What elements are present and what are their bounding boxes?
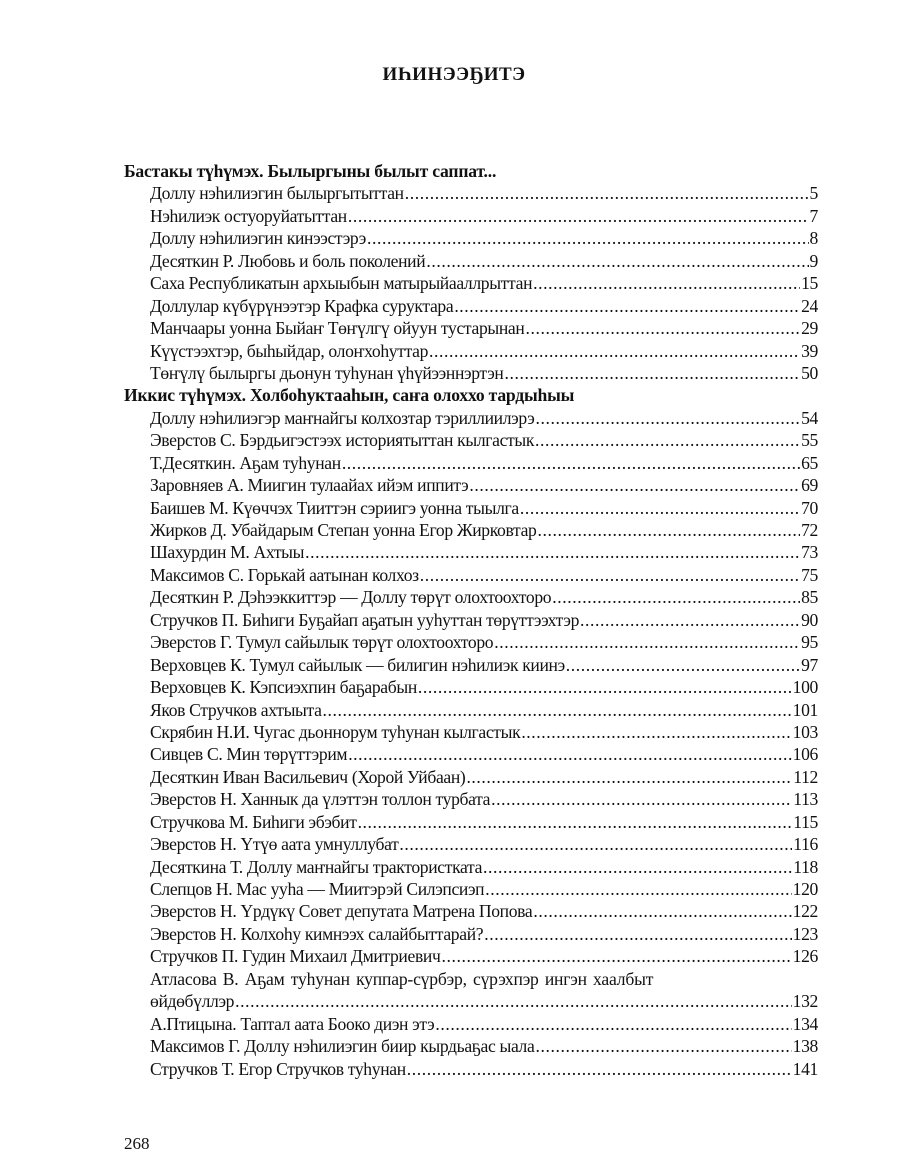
toc-entry-page: 24	[801, 295, 818, 316]
toc-entry	[124, 541, 818, 563]
dot-leader	[405, 182, 809, 204]
toc-entry-text: Верховцев К. Тумул сайылык — билигин нэһилиэк киинэ	[150, 654, 565, 675]
toc-entry	[124, 699, 818, 721]
toc-entry-page: 75	[801, 564, 818, 585]
dot-leader	[525, 317, 800, 339]
dot-leader	[533, 272, 800, 294]
toc-entry-page: 73	[801, 542, 818, 563]
page-title: ИҺИНЭЭҔИТЭ	[382, 64, 526, 85]
section-heading: Бастакы түһүмэх. Былыргыны былыт саппат...	[124, 161, 497, 181]
toc-entry-text: Максимов С. Горькай аатынан колхоз	[150, 564, 419, 585]
toc-entry-page: 123	[792, 923, 818, 944]
dot-leader	[441, 945, 791, 967]
toc-entry	[124, 519, 818, 541]
toc-entry	[124, 811, 818, 833]
toc-entry	[124, 1013, 818, 1035]
dot-leader	[323, 699, 792, 721]
dot-leader	[358, 811, 793, 833]
dot-leader	[466, 766, 792, 788]
dot-leader	[552, 586, 800, 608]
dot-leader	[521, 721, 791, 743]
toc-entry	[124, 452, 818, 474]
toc-entry-text: Верховцев К. Кэпсиэхпин баҕарабын	[150, 677, 417, 698]
toc-entry-text: Нэһилиэк остуоруйатыттан	[150, 205, 347, 226]
toc-entry-text: Слепцов Н. Мас ууһа — Миитэрэй Силэпсиэп	[150, 879, 485, 899]
toc-entry-page: 7	[809, 205, 818, 226]
toc-entry-page: 97	[801, 654, 818, 675]
toc-entry	[124, 182, 818, 204]
toc-entry-page: 134	[792, 1013, 818, 1034]
toc-entry	[124, 362, 818, 384]
dot-leader	[429, 340, 800, 362]
toc-entry-page: 39	[801, 340, 818, 361]
toc-entry-page: 5	[809, 183, 818, 204]
toc-entry-page: 126	[792, 946, 818, 967]
section-heading: Иккис түһүмэх. Холбоһуктааһын, саҥа олоххо тардыһыы	[124, 385, 575, 406]
toc-entry-text: Күүстээхтэр, быһыйдар, олоҥхоһуттар	[150, 340, 429, 361]
toc-entry	[124, 1035, 818, 1057]
toc-entry-page: 9	[809, 250, 818, 271]
toc-entry-text: Жирков Д. Убайдарым Степан уонна Егор Жирковтар	[150, 520, 537, 540]
toc-entry-page: 8	[809, 228, 818, 249]
dot-leader	[520, 497, 800, 519]
toc-entry-page: 15	[801, 273, 818, 294]
toc-entry-page: 115	[793, 811, 818, 832]
toc-entry	[124, 654, 818, 676]
toc-entry-page: 112	[793, 766, 818, 787]
toc-entry-text: Т.Десяткин. Аҕам туһунан	[150, 452, 341, 473]
dot-leader	[426, 250, 808, 272]
dot-leader	[342, 452, 800, 474]
toc-entry	[124, 205, 818, 227]
toc-entry-text: Төҥүлү былыргы дьонун туһунан үһүйээннэртэн	[150, 362, 504, 383]
toc-entry-page: 113	[793, 789, 818, 810]
dot-leader	[418, 676, 792, 698]
toc-entry-page: 122	[792, 901, 818, 922]
toc-entry	[124, 945, 818, 967]
dot-leader	[435, 1013, 791, 1035]
page-number: 268	[124, 1134, 150, 1153]
toc-entry	[124, 407, 818, 429]
dot-leader	[533, 900, 791, 922]
toc-entry-text: Саха Республикатын архыыбын матырыйааллрыттан	[150, 273, 533, 294]
toc-entry	[124, 923, 818, 945]
dot-leader	[537, 519, 800, 541]
toc-entry-text: Доллу нэһилиэгин былыргытыттан	[150, 183, 404, 204]
section-2-entries-continued	[124, 1013, 818, 1080]
dot-leader	[305, 541, 800, 563]
toc-entry-page: 103	[792, 721, 818, 742]
toc-entry-text: Эверстов Г. Тумул сайылык төрүт олохтоохторо	[150, 632, 494, 653]
toc-entry-page: 72	[801, 520, 818, 540]
toc-entry-page: 50	[801, 362, 818, 383]
toc-entry-page: 85	[801, 587, 818, 608]
toc-entry-page: 100	[792, 677, 818, 698]
toc-entry-wrapped-line1: Атласова В. Аҕам туһунан куппар-сүрбэр, сүрэхпэр ингэн хаалбыт	[150, 968, 654, 989]
dot-leader	[535, 1035, 791, 1057]
toc-entry-page: 70	[801, 497, 818, 518]
toc-entry-text: Сивцев С. Мин төрүттэрим	[150, 744, 348, 765]
toc-entry	[124, 609, 818, 631]
toc-entry-page: 120	[792, 879, 818, 899]
toc-entry	[124, 227, 818, 249]
dot-leader	[484, 923, 791, 945]
dot-leader	[469, 474, 800, 496]
dot-leader	[491, 788, 792, 810]
toc-entry-text: Десяткин Р. Дэһээккиттэр — Доллу төрүт олохтоохторо	[150, 587, 552, 608]
dot-leader	[454, 295, 800, 317]
dot-leader	[407, 1058, 792, 1080]
dot-leader	[580, 609, 800, 631]
toc-entry-text: Десяткин Иван Васильевич (Хорой Уйбаан)	[150, 766, 466, 787]
toc-entry-page: 141	[792, 1058, 818, 1079]
toc-entry-text: Эверстов С. Бэрдьигэстээх историятыттан кылгастык	[150, 430, 535, 451]
toc-entry	[124, 878, 818, 900]
toc-entry-page: 95	[801, 632, 818, 653]
toc-entry-text: Эверстов Н. Үтүө аата умнуллубат	[150, 834, 399, 855]
toc-entry-text: Максимов Г. Доллу нэһилиэгин биир кырдьаҕас ыала	[150, 1036, 535, 1057]
toc-entry-text: Доллулар күбүрүнээтэр Крафка суруктара	[150, 295, 454, 316]
dot-leader	[399, 833, 792, 855]
toc-entry	[124, 900, 818, 922]
toc-entry-text: өйдөбүллэр	[150, 991, 235, 1012]
toc-entry	[124, 340, 818, 362]
toc-entry	[124, 295, 818, 317]
dot-leader	[235, 990, 792, 1012]
dot-leader	[420, 564, 800, 586]
toc-entry	[124, 788, 818, 810]
toc-entry-page: 101	[792, 699, 818, 720]
toc-entry-text: Заровняев А. Миигин тулаайах ийэм иппитэ	[150, 475, 469, 496]
toc-entry	[124, 497, 818, 519]
dot-leader	[348, 743, 791, 765]
toc-entry-text: Десяткина Т. Доллу маҥнайгы трактористката	[150, 856, 483, 877]
toc-entry	[124, 721, 818, 743]
toc-entry-page: 69	[801, 475, 818, 496]
toc-entry-text: А.Птицына. Таптал аата Бооко диэн этэ	[150, 1013, 435, 1034]
toc-entry-text: Яков Стручков ахтыыта	[150, 699, 322, 720]
toc-entry-text: Эверстов Н. Ханнык да үлэттэн толлон турбата	[150, 789, 491, 810]
toc-entry	[124, 586, 818, 608]
toc-entry-text: Эверстов Н. Колхоһу кимнээх салайбыттарай?	[150, 923, 484, 944]
toc-entry	[124, 743, 818, 765]
toc-entry-text: Манчаары уонна Быйаҥ Төҥүлгү ойуун тустарынан	[150, 318, 525, 339]
section-1-entries	[124, 182, 818, 384]
toc-entry-text: Баишев М. Күөччэх Тииттэн сэриигэ уонна тыылга	[150, 497, 519, 518]
toc-entry-page: 55	[801, 430, 818, 451]
toc-entry-page: 132	[792, 991, 818, 1012]
toc-entry-page: 138	[792, 1036, 818, 1057]
dot-leader	[367, 227, 809, 249]
toc-entry-page: 90	[801, 609, 818, 630]
toc-entry	[124, 564, 818, 586]
toc-entry-text: Шахурдин М. Ахтыы	[150, 542, 305, 563]
toc-entry-text: Стручкова М. Биһиги эбэбит	[150, 811, 357, 832]
dot-leader	[504, 362, 800, 384]
toc-entry	[124, 856, 818, 878]
toc-entry	[124, 766, 818, 788]
toc-entry-text: Десяткин Р. Любовь и боль поколений	[150, 250, 426, 271]
toc-entry-wrapped-line2	[124, 990, 818, 1012]
toc-entry	[124, 317, 818, 339]
dot-leader	[535, 429, 800, 451]
toc-entry-text: Доллу нэһилиэгэр маҥнайгы колхозтар тэриллиилэрэ	[150, 407, 535, 428]
toc-entry-page: 116	[793, 834, 818, 855]
toc-entry-page: 106	[792, 744, 818, 765]
toc-entry	[124, 676, 818, 698]
toc-entry	[124, 833, 818, 855]
dot-leader	[483, 856, 792, 878]
toc-entry-text: Стручков Т. Егор Стручков туһунан	[150, 1058, 406, 1079]
toc-entry-text: Стручков П. Гудин Михаил Дмитриевич	[150, 946, 441, 967]
toc-entry	[124, 474, 818, 496]
toc-entry	[124, 1058, 818, 1080]
toc-entry-page: 65	[801, 452, 818, 473]
dot-leader	[566, 654, 800, 676]
toc-entry-page: 118	[793, 856, 818, 877]
toc-entry-page: 54	[801, 407, 818, 428]
dot-leader	[494, 631, 800, 653]
toc-entry	[124, 631, 818, 653]
dot-leader	[535, 407, 800, 429]
section-2-entries	[124, 407, 818, 968]
toc-entry	[124, 429, 818, 451]
table-of-contents	[124, 160, 818, 1080]
toc-entry-text: Эверстов Н. Үрдүкү Совет депутата Матрена Попова	[150, 901, 533, 922]
toc-entry-text: Стручков П. Биһиги Буҕайап аҕатын ууһуттан төрүттээхтэр	[150, 609, 580, 630]
dot-leader	[485, 878, 791, 900]
toc-entry-text: Доллу нэһилиэгин кинээстэрэ	[150, 228, 366, 249]
toc-entry	[124, 250, 818, 272]
dot-leader	[348, 205, 809, 227]
toc-entry	[124, 272, 818, 294]
toc-entry-page: 29	[801, 318, 818, 339]
toc-entry-text: Скрябин Н.И. Чугас дьоннорум туһунан кылгастык	[150, 721, 521, 742]
